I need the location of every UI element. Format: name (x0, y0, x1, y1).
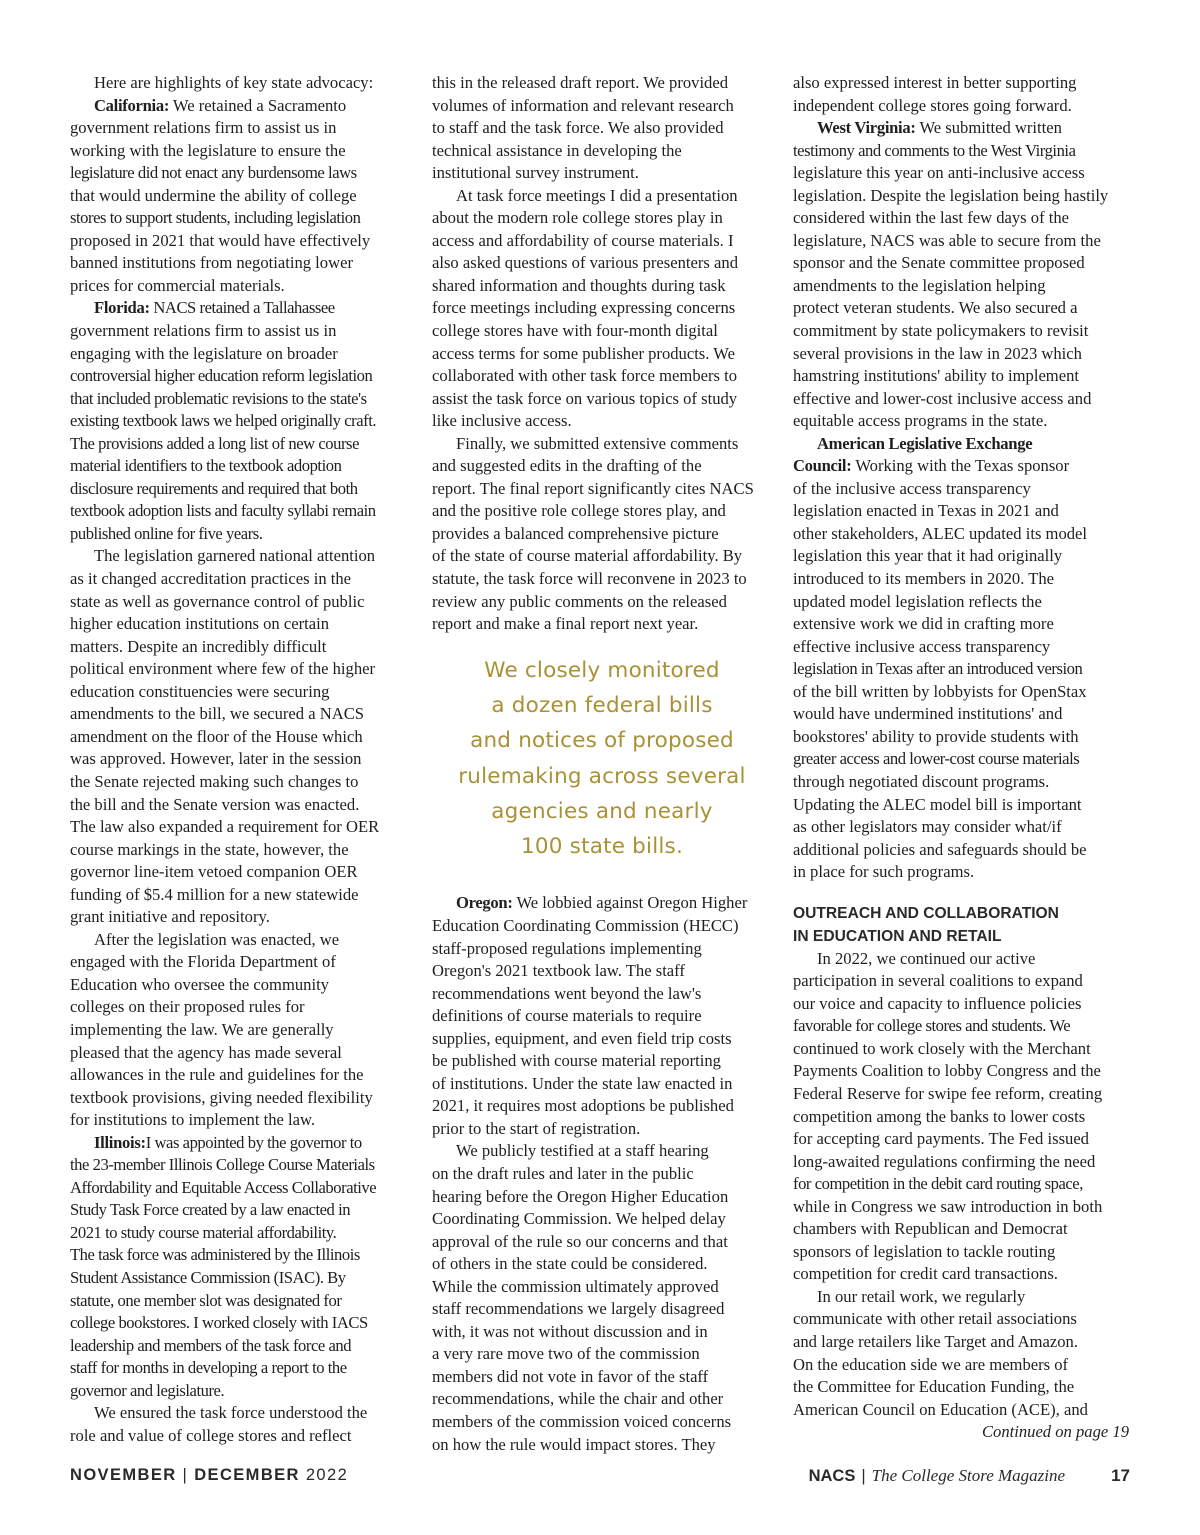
body-line: Updating the ALEC model bill is important (793, 794, 1082, 814)
alec-heading-line (793, 433, 1133, 456)
body-line: hearing before the Oregon Higher Education (432, 1186, 729, 1206)
body-line: a very rare move two of the commission (432, 1344, 700, 1364)
brand-name: NACS (808, 1467, 856, 1485)
body-line: that would undermine the ability of college (70, 185, 357, 205)
body-line: college bookstores. I worked closely with IACS (70, 1313, 368, 1333)
body-line: for institutions to implement the law. (70, 1110, 316, 1130)
body-line: on the draft rules and later in the public (432, 1164, 694, 1184)
body-line: the 23-member Illinois College Course Materials (70, 1155, 375, 1175)
body-line: 2021, it requires most adoptions be published (432, 1096, 734, 1116)
illinois-heading: Illinois: (94, 1132, 146, 1152)
body-line: chambers with Republican and Democrat (793, 1219, 1068, 1239)
body-line: access and affordability of course materials. I (432, 230, 734, 250)
body-line: staff for months in developing a report to the (70, 1358, 347, 1378)
body-line: and suggested edits in the drafting of the (432, 456, 702, 476)
body-line: hamstring institutions' ability to implement (793, 366, 1079, 386)
body-line: education constituencies were securing (70, 681, 330, 701)
body-line: legislature, NACS was able to secure from the (793, 230, 1101, 250)
body-line: collaborated with other task force members to (432, 366, 738, 386)
body-line: assist the task force on various topics of study (432, 388, 738, 408)
body-line: would have undermined institutions' and (793, 704, 1063, 724)
west-virginia-heading: West Virginia: (817, 118, 916, 138)
body-line: in place for such programs. (793, 862, 975, 882)
body-line: and the positive role college stores play, and (432, 501, 726, 521)
body-line: updated model legislation reflects the (793, 591, 1042, 611)
pull-quote-line: rulemaking across several (458, 763, 746, 789)
body-line: through negotiated discount programs. (793, 771, 1050, 791)
body-line: matters. Despite an incredibly difficult (70, 636, 327, 656)
body-line: proposed in 2021 that would have effectively (70, 230, 371, 250)
section-heading-line: IN EDUCATION AND RETAIL (793, 927, 1002, 945)
body-line: to staff and the task force. We also provided (432, 118, 724, 138)
alec-heading: American Legislative Exchange (817, 433, 1033, 453)
florida-heading: Florida: (94, 298, 150, 318)
body-line: prior to the start of registration. (432, 1118, 641, 1138)
body-line: additional policies and safeguards should be (793, 839, 1087, 859)
footer-separator: | (182, 1466, 189, 1484)
body-line: political environment where few of the higher (70, 659, 376, 679)
oregon-heading: Oregon: (456, 893, 513, 913)
body-line: definitions of course materials to require (432, 1006, 702, 1026)
body-line: grant initiative and repository. (70, 907, 270, 927)
body-line: legislature did not enact any burdensome laws (70, 163, 357, 183)
body-line: provides a balanced comprehensive picture (432, 523, 719, 543)
body-line: this in the released draft report. We provided (432, 73, 729, 92)
body-line: Study Task Force created by a law enacted in (70, 1200, 351, 1220)
body-line: shared information and thoughts during task (432, 275, 726, 295)
body-line: also expressed interest in better supporting (793, 73, 1077, 92)
body-line: members did not vote in favor of the staff (432, 1366, 709, 1386)
page-footer (70, 1466, 1130, 1492)
body-line: Education Coordinating Commission (HECC) (432, 916, 739, 935)
body-line: for competition in the debit card routing space, (793, 1174, 1083, 1194)
body-line: as it changed accreditation practices in the (70, 569, 352, 589)
body-line: be published with course material reporting (432, 1051, 721, 1071)
body-line: commitment by state policymakers to revisit (793, 321, 1089, 341)
body-line: report and make a final report next year. (432, 614, 699, 634)
body-line: testimony and comments to the West Virginia (793, 140, 1076, 160)
body-line: We ensured the task force understood the (94, 1403, 368, 1423)
body-line: members of the commission voiced concerns (432, 1412, 732, 1432)
body-line: role and value of college stores and reflect (70, 1425, 352, 1445)
body-line: review any public comments on the released (432, 591, 727, 611)
body-line: governor line-item vetoed companion OER (70, 862, 358, 882)
body-line: published online for five years. (70, 523, 263, 543)
body-line: legislature this year on anti-inclusive access (793, 163, 1085, 183)
body-line: textbook provisions, giving needed flexibility (70, 1087, 373, 1107)
body-line: technical assistance in developing the (432, 140, 682, 160)
body-line: the bill and the Senate version was enacted. (70, 794, 360, 814)
body-line: legislation enacted in Texas in 2021 and (793, 501, 1059, 521)
body-line: while in Congress we saw introduction in both (793, 1196, 1103, 1216)
body-line: Coordinating Commission. We helped delay (432, 1209, 726, 1229)
body-line: engaged with the Florida Department of (70, 952, 336, 972)
body-line: higher education institutions on certain (70, 614, 329, 634)
body-line: Student Assistance Commission (ISAC). By (70, 1267, 346, 1287)
magazine-title: The College Store Magazine (871, 1466, 1066, 1485)
body-line: After the legislation was enacted, we (94, 929, 340, 949)
body-line: about the modern role college stores play in (432, 208, 723, 228)
body-line: other stakeholders, ALEC updated its model (793, 523, 1088, 543)
article-column-2 (432, 72, 772, 1456)
body-line: equitable access programs in the state. (793, 411, 1048, 431)
body-line: recommendations, while the chair and other (432, 1389, 724, 1409)
body-line: governor and legislature. (70, 1380, 225, 1400)
issue-date (70, 1466, 348, 1485)
pull-quote-line: and notices of proposed (470, 728, 734, 754)
body-line: force meetings including expressing concerns (432, 298, 736, 318)
body-line: statute, the task force will reconvene in 2023 to (432, 569, 747, 589)
body-line: state as well as governance control of public (70, 591, 365, 611)
body-line: the Committee for Education Funding, the (793, 1377, 1075, 1397)
body-line: course markings in the state, however, the (70, 839, 349, 859)
publication-info (809, 1466, 1130, 1486)
body-line: The law also expanded a requirement for OER (70, 817, 380, 837)
body-line: We publicly testified at a staff hearing (456, 1141, 709, 1161)
body-line: of the bill written by lobbyists for OpenStax (793, 681, 1087, 701)
body-line: allowances in the rule and guidelines for the (70, 1065, 364, 1085)
body-line: for accepting card payments. The Fed issued (793, 1129, 1089, 1149)
footer-separator: | (861, 1467, 866, 1485)
body-line: introduced to its members in 2020. The (793, 569, 1055, 589)
body-line: disclosure requirements and required that both (70, 478, 358, 498)
body-line: and large retailers like Target and Amazon. (793, 1331, 1078, 1351)
body-line: the Senate rejected making such changes to (70, 771, 359, 791)
body-line: access terms for some publisher products. We (432, 343, 735, 363)
body-line: implementing the law. We are generally (70, 1019, 334, 1039)
body-line: approval of the rule so our concerns and that (432, 1231, 728, 1251)
intro-line: Here are highlights of key state advocacy: (94, 73, 374, 92)
body-line: extensive work we did in crafting more (793, 614, 1054, 634)
body-line: was approved. However, later in the session (70, 749, 362, 769)
body-line: competition for credit card transactions. (793, 1264, 1058, 1284)
body-line: amendments to the legislation helping (793, 275, 1046, 295)
california-heading: California: (94, 95, 170, 115)
body-line: The task force was administered by the Illinois (70, 1245, 360, 1265)
body-line: American Council on Education (ACE), and (793, 1399, 1088, 1419)
issue-year: 2022 (305, 1466, 349, 1484)
body-line: legislation this year that it had originally (793, 546, 1063, 566)
body-line: Oregon's 2021 textbook law. The staff (432, 961, 685, 981)
body-line: 2021 to study course material affordability. (70, 1222, 337, 1242)
oregon-paragraph: Oregon: We lobbied against Oregon Higher (456, 893, 748, 913)
body-line: amendments to the bill, we secured a NACS (70, 704, 365, 724)
body-line: greater access and lower-cost course materials (793, 749, 1080, 769)
pull-quote (432, 653, 772, 865)
body-line: In our retail work, we regularly (817, 1286, 1026, 1306)
body-line: of the state of course material affordability. By (432, 546, 743, 566)
section-heading (793, 902, 1133, 948)
body-line: like inclusive access. (432, 411, 572, 431)
body-line: Finally, we submitted extensive comments (456, 433, 739, 453)
body-line: engaging with the legislature on broader (70, 343, 338, 363)
body-line: effective inclusive access transparency (793, 636, 1051, 656)
body-line: of others in the state could be considered. (432, 1254, 708, 1274)
body-line: Payments Coalition to lobby Congress and the (793, 1061, 1101, 1081)
body-line: participation in several coalitions to expand (793, 971, 1083, 991)
body-line: leadership and members of the task force and (70, 1335, 352, 1355)
body-line: report. The final report significantly cites NACS (432, 478, 754, 498)
continued-on-page-note: Continued on page 19 (981, 1422, 1129, 1442)
body-line: on how the rule would impact stores. They (432, 1434, 716, 1454)
body-line: On the education side we are members of (793, 1354, 1069, 1374)
body-line: effective and lower-cost inclusive access and (793, 388, 1092, 408)
body-line: of the inclusive access transparency (793, 478, 1031, 498)
body-line: The legislation garnered national attention (94, 546, 376, 566)
body-line: considered within the last few days of the (793, 208, 1070, 228)
body-line: protect veteran students. We also secured a (793, 298, 1078, 318)
pull-quote-line: a dozen federal bills (491, 692, 713, 718)
body-line: with, it was not without discussion and in (432, 1321, 708, 1341)
body-line: In 2022, we continued our active (817, 948, 1036, 968)
body-line: Affordability and Equitable Access Collaborative (70, 1177, 377, 1197)
body-line: colleges on their proposed rules for (70, 997, 305, 1017)
body-line: recommendations went beyond the law's (432, 983, 702, 1003)
pull-quote-line: agencies and nearly (491, 798, 713, 824)
body-line: sponsor and the Senate committee proposed (793, 253, 1085, 273)
body-line: banned institutions from negotiating lower (70, 253, 353, 273)
body-line: of institutions. Under the state law enacted in (432, 1073, 733, 1093)
body-line: government relations firm to assist us in (70, 118, 337, 138)
body-line: Federal Reserve for swipe fee reform, creating (793, 1083, 1103, 1103)
body-line: At task force meetings I did a presentation (456, 185, 738, 205)
body-line: The provisions added a long list of new course (70, 433, 359, 453)
body-line: that included problematic revisions to the state's (70, 388, 367, 408)
body-line: independent college stores going forward. (793, 95, 1072, 115)
section-heading-line: OUTREACH AND COLLABORATION (793, 904, 1059, 922)
body-line: long-awaited regulations confirming the need (793, 1151, 1096, 1171)
alec-paragraph: Council: Working with the Texas sponsor (793, 456, 1070, 476)
body-line: several provisions in the law in 2023 which (793, 343, 1082, 363)
article-column-3 (793, 72, 1133, 1444)
body-line: staff recommendations we largely disagreed (432, 1299, 725, 1319)
body-line: stores to support students, including legislation (70, 208, 361, 228)
article-column-1 (70, 72, 410, 1447)
body-line: communicate with other retail associations (793, 1309, 1077, 1329)
body-line: volumes of information and relevant research (432, 95, 734, 115)
pull-quote-line: We closely monitored (484, 657, 720, 683)
body-line: government relations firm to assist us in (70, 321, 337, 341)
issue-month-start: NOVEMBER (70, 1466, 177, 1484)
body-line: favorable for college stores and students. We (793, 1016, 1071, 1036)
california-paragraph: California: We retained a Sacramento (94, 95, 347, 115)
body-line: material identifiers to the textbook adoption (70, 456, 342, 476)
body-line: statute, one member slot was designated for (70, 1290, 342, 1310)
body-line: supplies, equipment, and even field trip costs (432, 1028, 732, 1048)
body-line: staff-proposed regulations implementing (432, 938, 702, 958)
body-line: our voice and capacity to influence policies (793, 993, 1082, 1013)
illinois-paragraph: Illinois:I was appointed by the governor to (94, 1132, 362, 1152)
body-line: institutional survey instrument. (432, 163, 639, 183)
body-line: Education who oversee the community (70, 974, 329, 994)
body-line: competition among the banks to lower costs (793, 1106, 1086, 1126)
body-line: funding of $5.4 million for a new statewide (70, 884, 359, 904)
body-line: continued to work closely with the Merchant (793, 1038, 1091, 1058)
body-line: legislation in Texas after an introduced version (793, 659, 1083, 679)
body-line: legislation. Despite the legislation being hastily (793, 185, 1109, 205)
body-line: controversial higher education reform legislation (70, 366, 373, 386)
florida-paragraph: Florida: NACS retained a Tallahassee (94, 298, 335, 318)
body-line: college stores have with four-month digital (432, 321, 718, 341)
body-line: prices for commercial materials. (70, 275, 285, 295)
pull-quote-line: 100 state bills. (521, 834, 683, 860)
body-line: working with the legislature to ensure the (70, 140, 346, 160)
page-number: 17 (1111, 1466, 1130, 1485)
body-line: pleased that the agency has made several (70, 1042, 342, 1062)
body-line: bookstores' ability to provide students with (793, 726, 1079, 746)
body-line: as other legislators may consider what/if (793, 817, 1062, 837)
body-line: sponsors of legislation to tackle routing (793, 1241, 1056, 1261)
body-line: also asked questions of various presenters and (432, 253, 738, 273)
body-line: amendment on the floor of the House which (70, 726, 363, 746)
west-virginia-paragraph: West Virginia: We submitted written (817, 118, 1062, 138)
body-line: While the commission ultimately approved (432, 1276, 719, 1296)
issue-month-end: DECEMBER (194, 1466, 300, 1484)
body-line: existing textbook laws we helped originally craft. (70, 411, 377, 431)
body-line: textbook adoption lists and faculty syllabi remain (70, 501, 376, 521)
